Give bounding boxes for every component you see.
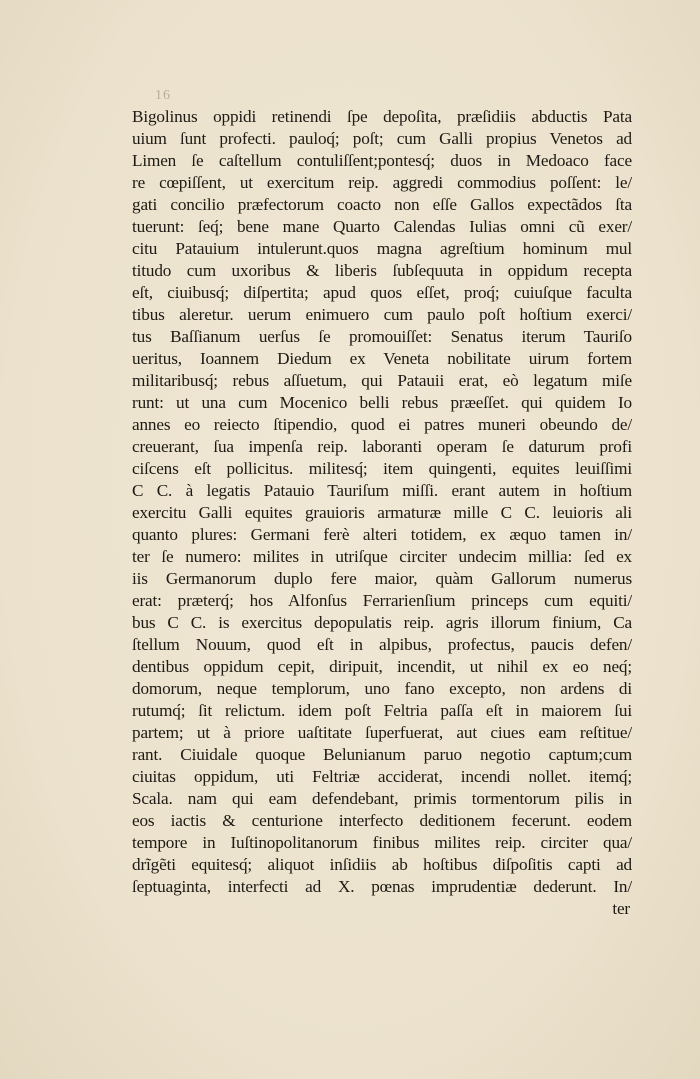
text-line: dentibus oppidum cepit, diripuit, incendit, ut nihil ex eo neq́; [132, 657, 632, 676]
text-line: gati concilio præfectorum coacto non eſſe Gallos expectãdos ſta [132, 195, 632, 214]
text-line: ſeptuaginta, interfecti ad X. pœnas imprudentiæ dederunt. In/ [132, 877, 632, 896]
text-line: eſt, ciuibusq́; diſpertita; apud quos eſſet, proq́; cuiuſque faculta [132, 283, 632, 302]
text-line: exercitu Galli equites grauioris armaturæ mille C C. leuioris ali [132, 503, 632, 522]
text-line: tempore in Iuſtinopolitanorum finibus milites reip. circiter qua/ [132, 833, 632, 852]
text-line: C C. à legatis Patauio Tauriſum miſſi. erant autem in hoſtium [132, 481, 632, 500]
text-line: runt: ut una cum Mocenico belli rebus præeſſet. qui quidem Io [132, 393, 632, 412]
text-line: tuerunt: ſeq́; bene mane Quarto Calendas Iulias omni cũ exer/ [132, 217, 632, 236]
text-line: rutumq́; ſit relictum. idem poſt Feltria paſſa eſt in maiorem ſui [132, 701, 632, 720]
text-line: Scala. nam qui eam defendebant, primis tormentorum pilis in [132, 789, 632, 808]
text-line: tus Baſſianum uerſus ſe promouiſſet: Senatus iterum Tauriſo [132, 327, 632, 346]
folio-mark: 16 [155, 88, 171, 103]
text-line: tibus aleretur. uerum enimuero cum paulo poſt hoſtium exerci/ [132, 305, 632, 324]
text-line: ciſcens eſt pollicitus. militesq́; item quingenti, equites leuiſſimi [132, 459, 632, 478]
text-line: eos iactis & centurione interfecto deditionem fecerunt. eodem [132, 811, 632, 830]
text-line: erat: præterq́; hos Alfonſus Ferrarienſium princeps cum equiti/ [132, 591, 632, 610]
text-line: quanto plures: Germani ferè alteri totidem, ex æquo tamen in/ [132, 525, 632, 544]
text-line: ter [612, 899, 630, 918]
text-line: ſtellum Nouum, quod eſt in alpibus, profectus, paucis defen/ [132, 635, 632, 654]
text-line: uium ſunt profecti. pauloq́; poſt; cum Galli propius Venetos ad [132, 129, 632, 148]
text-line: rant. Ciuidale quoque Belunianum paruo negotio captum;cum [132, 745, 632, 764]
text-line: creuerant, ſua impenſa reip. laboranti operam ſe daturum profi [132, 437, 632, 456]
text-line: bus C C. is exercitus depopulatis reip. agris illorum finium, Ca [132, 613, 632, 632]
text-line: domorum, neque templorum, uno fano excepto, non ardens di [132, 679, 632, 698]
text-line: partem; ut à priore uaſtitate ſuperfuerat, aut ciues eam reſtitue/ [132, 723, 632, 742]
text-line: Bigolinus oppidi retinendi ſpe depoſita, præſidiis abductis Pata [132, 107, 632, 126]
text-line: militaribusq́; rebus aſſuetum, qui Patauii erat, eò legatum miſe [132, 371, 632, 390]
text-line: drĩgẽti equitesq́; aliquot inſidiis ab hoſtibus diſpoſitis capti ad [132, 855, 632, 874]
text-line: ciuitas oppidum, uti Feltriæ acciderat, incendi nollet. itemq́; [132, 767, 632, 786]
text-line: ueritus, Ioannem Diedum ex Veneta nobilitate uirum fortem [132, 349, 632, 368]
text-line: citu Patauium intulerunt.quos magna agreſtium hominum mul [132, 239, 632, 258]
text-line: annes eo reiecto ſtipendio, quod ei patres muneri obeundo de/ [132, 415, 632, 434]
text-line: titudo cum uxoribus & liberis ſubſequuta in oppidum recepta [132, 261, 632, 280]
text-line: re cœpiſſent, ut exercitum reip. aggredi commodius poſſent: le/ [132, 173, 632, 192]
body-text [132, 106, 632, 920]
text-line: Limen ſe caſtellum contuliſſent;pontesq́; duos in Medoaco face [132, 151, 632, 170]
text-line: iis Germanorum duplo fere maior, quàm Gallorum numerus [132, 569, 632, 588]
text-line: ter ſe numero: milites in utriſque circiter undecim millia: ſed ex [132, 547, 632, 566]
